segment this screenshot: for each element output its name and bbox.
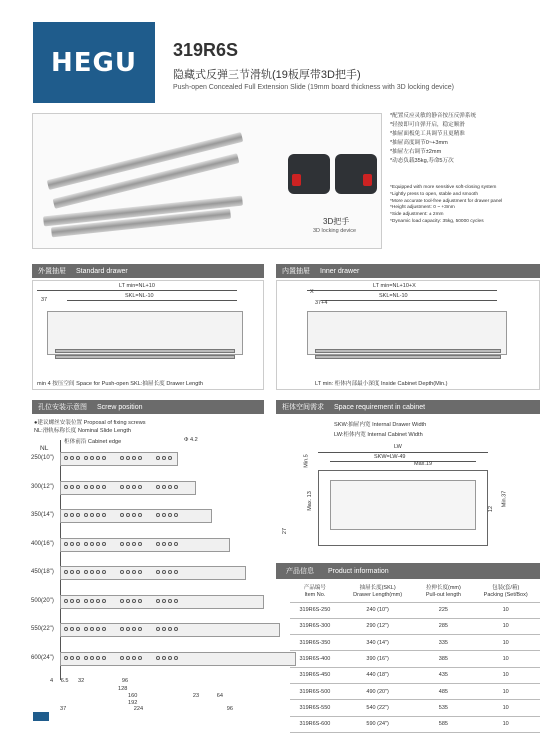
lt-label: LT min=NL+10+X bbox=[373, 283, 416, 289]
screw-hole bbox=[126, 599, 130, 603]
min5-label: Min.5 bbox=[303, 454, 310, 468]
screw-row bbox=[60, 481, 196, 495]
features-list-cn bbox=[390, 112, 540, 166]
screw-hole bbox=[90, 542, 94, 546]
screw-row bbox=[60, 623, 280, 637]
screw-row bbox=[60, 566, 246, 580]
table-cell: 10 bbox=[471, 716, 540, 732]
screw-hole bbox=[102, 599, 106, 603]
screw-hole bbox=[76, 599, 80, 603]
screw-row bbox=[60, 452, 178, 466]
screw-hole bbox=[90, 513, 94, 517]
feature-item: *More accurate tool-free adjustment for drawer panel bbox=[390, 198, 503, 204]
screw-hole bbox=[76, 570, 80, 574]
table-cell: 240 (10") bbox=[340, 602, 416, 618]
screw-note-1: ●建议螺丝安装位置 Proposal of fixing screws bbox=[34, 420, 146, 426]
screw-hole bbox=[126, 542, 130, 546]
screw-hole bbox=[84, 627, 88, 631]
screw-hole bbox=[156, 656, 160, 660]
screw-row bbox=[60, 595, 264, 609]
screw-hole bbox=[102, 627, 106, 631]
screw-hole bbox=[102, 513, 106, 517]
screw-hole bbox=[126, 570, 130, 574]
table-cell: 390 (16") bbox=[340, 651, 416, 667]
screw-hole bbox=[162, 627, 166, 631]
screw-hole bbox=[64, 456, 68, 460]
screw-hole bbox=[90, 456, 94, 460]
screw-hole bbox=[120, 656, 124, 660]
screw-hole bbox=[168, 513, 172, 517]
feature-item: *Height adjustment: 0 ~ +3mm bbox=[390, 205, 455, 211]
cabinet-edge-label: 柜体前沿 Cabinet edge bbox=[64, 439, 122, 445]
screw-hole bbox=[162, 456, 166, 460]
screw-hole bbox=[168, 456, 172, 460]
cabinet-space-diagram bbox=[278, 440, 540, 555]
screw-hole bbox=[120, 513, 124, 517]
table-cell: 319R6S-300 bbox=[290, 618, 340, 634]
screw-hole bbox=[76, 513, 80, 517]
column-header: 拉伸长度(mm) Pull-out length bbox=[415, 582, 471, 602]
table-cell: 490 (20") bbox=[340, 683, 416, 699]
page-header bbox=[0, 0, 552, 108]
feature-item: *Equipped with more sensitive soft-closing system bbox=[390, 185, 497, 190]
slide-rail bbox=[55, 355, 235, 359]
table-cell: 319R6S-350 bbox=[290, 635, 340, 651]
brand-logo bbox=[33, 22, 155, 103]
lw-label: LW bbox=[394, 444, 402, 450]
standard-drawer-diagram bbox=[32, 280, 264, 390]
screw-hole bbox=[90, 485, 94, 489]
screw-hole bbox=[132, 656, 136, 660]
title-chinese: 隐藏式反弹三节滑轨(19板厚带3D把手) bbox=[173, 69, 361, 81]
standard-drawer-caption: min 4 按压空间 Space for Push-open SKL:抽屉长度 Drawer Length bbox=[37, 381, 204, 387]
screw-hole bbox=[76, 627, 80, 631]
hole-diameter-label: Φ 4.2 bbox=[184, 437, 198, 443]
table-cell: 10 bbox=[471, 635, 540, 651]
column-header: 包装(套/箱) Packing (Set/Box) bbox=[471, 582, 540, 602]
product-info-title-cn: 产品信息 bbox=[286, 568, 314, 575]
nl-row-label: 450(18") bbox=[31, 569, 54, 575]
nl-row-label: 550(22") bbox=[31, 626, 54, 632]
section-title-cn: 外置抽屉 bbox=[38, 268, 66, 275]
screw-hole bbox=[168, 542, 172, 546]
screw-hole bbox=[96, 656, 100, 660]
dim-label: 37 bbox=[60, 706, 67, 712]
screw-hole bbox=[132, 599, 136, 603]
table-cell: 10 bbox=[471, 618, 540, 634]
product-photo-panel bbox=[32, 113, 382, 249]
table-row bbox=[290, 683, 540, 699]
screw-hole bbox=[84, 485, 88, 489]
table-cell: 440 (18") bbox=[340, 667, 416, 683]
screw-hole bbox=[126, 513, 130, 517]
table-cell: 319R6S-250 bbox=[290, 602, 340, 618]
screw-hole bbox=[126, 656, 130, 660]
product-info-header bbox=[276, 563, 540, 579]
screw-hole bbox=[84, 456, 88, 460]
screw-hole bbox=[96, 542, 100, 546]
screw-hole bbox=[70, 456, 74, 460]
table-cell: 10 bbox=[471, 602, 540, 618]
locking-device-label-cn: 3D把手 bbox=[323, 217, 350, 226]
table-cell: 290 (12") bbox=[340, 618, 416, 634]
screw-hole bbox=[76, 656, 80, 660]
dim-label: 192 bbox=[128, 700, 138, 706]
screw-hole bbox=[84, 599, 88, 603]
screw-hole bbox=[120, 485, 124, 489]
screw-hole bbox=[64, 542, 68, 546]
table-row bbox=[290, 635, 540, 651]
skl-label: SKL=NL-10 bbox=[379, 293, 408, 299]
screw-hole bbox=[64, 485, 68, 489]
lt-label: LT min=NL+10 bbox=[119, 283, 155, 289]
table-cell: 435 bbox=[415, 667, 471, 683]
inner-drawer-diagram bbox=[276, 280, 540, 390]
locking-device-label-en: 3D locking device bbox=[313, 228, 357, 234]
screw-hole bbox=[102, 656, 106, 660]
screw-hole bbox=[162, 599, 166, 603]
max13-label: Max. 13 bbox=[306, 491, 313, 511]
skw-dimension-line bbox=[330, 461, 476, 462]
screw-hole bbox=[64, 570, 68, 574]
screw-hole bbox=[168, 656, 172, 660]
section-title-en: Screw position bbox=[97, 403, 143, 411]
drawer-box-outline bbox=[330, 480, 476, 530]
screw-hole bbox=[70, 656, 74, 660]
screw-hole bbox=[132, 513, 136, 517]
dim-label: 32 bbox=[78, 678, 85, 684]
table-cell: 285 bbox=[415, 618, 471, 634]
screw-hole bbox=[120, 599, 124, 603]
table-cell: 10 bbox=[471, 700, 540, 716]
screw-hole bbox=[70, 513, 74, 517]
screw-note-2: NL:滑轨标称长度 Nominal Slide Length bbox=[34, 428, 131, 434]
slide-rail bbox=[60, 566, 246, 580]
screw-hole bbox=[120, 627, 124, 631]
screw-hole bbox=[96, 456, 100, 460]
screw-hole bbox=[132, 542, 136, 546]
dim-label: 64 bbox=[216, 693, 223, 699]
section-space-requirement bbox=[276, 400, 540, 414]
title-english: Push-open Concealed Full Extension Slide (19mm board thickness with 3D locking device) bbox=[173, 84, 454, 91]
screw-hole bbox=[138, 599, 142, 603]
cabinet-edge-line bbox=[60, 440, 61, 680]
screw-hole bbox=[162, 570, 166, 574]
screw-hole bbox=[126, 627, 130, 631]
screw-hole bbox=[138, 542, 142, 546]
skw-definition: SKW:抽屉内宽 Internal Drawer Width bbox=[334, 422, 427, 428]
screw-hole bbox=[132, 627, 136, 631]
screw-hole bbox=[76, 456, 80, 460]
lw-definition: LW:柜体内宽 Internal Cabinet Width bbox=[334, 432, 423, 438]
table-cell: 10 bbox=[471, 651, 540, 667]
screw-hole bbox=[64, 599, 68, 603]
screw-hole bbox=[70, 627, 74, 631]
skw-label: SKW=LW-49 bbox=[374, 454, 406, 460]
screw-hole bbox=[174, 599, 178, 603]
product-info-title-en: Product information bbox=[328, 567, 389, 575]
screw-hole bbox=[138, 656, 142, 660]
dim-label: 23 bbox=[192, 693, 200, 699]
lt-dimension-line bbox=[37, 290, 237, 291]
table-cell: 319R6S-450 bbox=[290, 667, 340, 683]
feature-item: *Dynamic load capacity: 35kg, 50000 cycles bbox=[390, 218, 484, 224]
nl-row-label: 350(14") bbox=[31, 512, 54, 518]
feature-item: *Side adjustment: ± 2mm bbox=[390, 212, 444, 218]
table-row bbox=[290, 651, 540, 667]
section-inner-drawer bbox=[276, 264, 540, 278]
screw-hole bbox=[96, 599, 100, 603]
bottom-dim-labels bbox=[128, 693, 223, 699]
locking-device-left-image bbox=[288, 154, 330, 194]
screw-hole bbox=[138, 627, 142, 631]
screw-hole bbox=[156, 599, 160, 603]
table-row bbox=[290, 667, 540, 683]
screw-hole bbox=[70, 570, 74, 574]
table-cell: 485 bbox=[415, 683, 471, 699]
screw-hole bbox=[120, 570, 124, 574]
table-cell: 535 bbox=[415, 700, 471, 716]
screw-hole bbox=[102, 456, 106, 460]
screw-hole bbox=[174, 570, 178, 574]
screw-hole bbox=[84, 656, 88, 660]
screw-hole bbox=[156, 485, 160, 489]
screw-hole bbox=[70, 485, 74, 489]
screw-hole bbox=[90, 570, 94, 574]
screw-hole bbox=[132, 485, 136, 489]
dim-label: 160 bbox=[128, 693, 138, 699]
screw-hole bbox=[90, 656, 94, 660]
section-title-cn: 孔位安装示意图 bbox=[38, 404, 87, 411]
dim-label: 224 bbox=[133, 706, 144, 712]
dim-label: 4 bbox=[50, 678, 54, 684]
section-screw-position bbox=[32, 400, 264, 414]
feature-item: *抽屉面板免工具调节且更精准 bbox=[390, 131, 465, 137]
dim-37-4-label: 37+4 bbox=[315, 300, 328, 306]
slide-rail bbox=[60, 509, 212, 523]
screw-hole bbox=[132, 570, 136, 574]
screw-hole bbox=[156, 456, 160, 460]
skl-dimension-line bbox=[67, 300, 237, 301]
dim-label: 6.5 bbox=[60, 678, 69, 684]
screw-hole bbox=[126, 456, 130, 460]
table-row bbox=[290, 618, 540, 634]
inner-drawer-caption: LT min: 柜体内部最小深度 Inside Cabinet Depth(Min.) bbox=[315, 381, 448, 387]
lt-dimension-line bbox=[307, 290, 497, 291]
dim-label: 128 bbox=[118, 686, 128, 692]
bottom-dim-labels bbox=[50, 678, 128, 684]
feature-item: *Lightly press to open, stable and smooth bbox=[390, 191, 478, 197]
logo-text: HEGU bbox=[51, 47, 137, 78]
slide-rail bbox=[315, 349, 501, 353]
screw-hole bbox=[162, 485, 166, 489]
table-cell: 10 bbox=[471, 667, 540, 683]
min37-label: Min.37 bbox=[501, 490, 508, 508]
nl-row-label: 300(12") bbox=[31, 483, 54, 490]
screw-hole bbox=[162, 656, 166, 660]
screw-row bbox=[60, 509, 212, 523]
screw-hole bbox=[96, 513, 100, 517]
table-cell: 590 (24") bbox=[340, 716, 416, 732]
screw-hole bbox=[138, 513, 142, 517]
screw-hole bbox=[90, 599, 94, 603]
column-header: 产品编号 Item No. bbox=[290, 582, 340, 602]
screw-hole bbox=[168, 570, 172, 574]
screw-row bbox=[60, 652, 296, 666]
screw-hole bbox=[84, 570, 88, 574]
screw-hole bbox=[70, 599, 74, 603]
screw-hole bbox=[120, 542, 124, 546]
nl-row-label: 400(16") bbox=[31, 540, 54, 547]
dim-label: 96 bbox=[121, 678, 129, 684]
section-title-cn: 柜体空间需求 bbox=[282, 404, 324, 411]
table-cell: 340 (14") bbox=[340, 635, 416, 651]
feature-item: *配置反应灵敏的静音按压反弹系统 bbox=[390, 113, 477, 119]
table-cell: 319R6S-600 bbox=[290, 716, 340, 732]
feature-item: *轻按即可自弹开启，稳定顺滑 bbox=[390, 122, 465, 128]
screw-hole bbox=[76, 485, 80, 489]
footer-page-marker bbox=[33, 712, 49, 721]
feature-item: *抽屉高度调节0~+3mm bbox=[390, 140, 448, 146]
section-title-cn: 内置抽屉 bbox=[282, 268, 310, 275]
locking-device-right-image bbox=[335, 154, 377, 194]
section-title-en: Standard drawer bbox=[76, 267, 128, 275]
screw-hole bbox=[96, 570, 100, 574]
lw-dimension-line bbox=[318, 452, 488, 453]
screw-hole bbox=[64, 627, 68, 631]
table-header-row bbox=[290, 582, 540, 602]
screw-hole bbox=[64, 513, 68, 517]
table-cell: 335 bbox=[415, 635, 471, 651]
table-cell: 540 (22") bbox=[340, 700, 416, 716]
screw-hole bbox=[64, 656, 68, 660]
column-header: 抽屉长度(SKL) Drawer Length(mm) bbox=[340, 582, 416, 602]
screw-hole bbox=[174, 513, 178, 517]
section-title-en: Space requirement in cabinet bbox=[334, 403, 426, 411]
dim-12-label: 12 bbox=[488, 505, 495, 513]
screw-hole bbox=[168, 627, 172, 631]
screw-hole bbox=[102, 485, 106, 489]
table-cell: 319R6S-550 bbox=[290, 700, 340, 716]
screw-hole bbox=[174, 627, 178, 631]
dim-27-label: 27 bbox=[282, 527, 289, 535]
screw-hole bbox=[174, 485, 178, 489]
table-cell: 319R6S-400 bbox=[290, 651, 340, 667]
screw-hole bbox=[156, 570, 160, 574]
table-row bbox=[290, 602, 540, 618]
screw-hole bbox=[132, 456, 136, 460]
screw-hole bbox=[174, 656, 178, 660]
section-standard-drawer bbox=[32, 264, 264, 278]
features-list-en bbox=[390, 185, 540, 226]
screw-hole bbox=[168, 485, 172, 489]
screw-hole bbox=[156, 542, 160, 546]
screw-hole bbox=[168, 599, 172, 603]
screw-hole bbox=[156, 627, 160, 631]
slide-rail bbox=[55, 349, 235, 353]
skl-label: SKL=NL-10 bbox=[125, 293, 154, 299]
screw-hole bbox=[102, 542, 106, 546]
nl-header: NL bbox=[40, 445, 49, 452]
nl-row-label: 250(10") bbox=[31, 455, 54, 461]
screw-hole bbox=[102, 570, 106, 574]
page-footer bbox=[0, 710, 552, 721]
table-cell: 585 bbox=[415, 716, 471, 732]
feature-item: *动态负载35kg,寿命5万次 bbox=[390, 158, 454, 164]
screw-hole bbox=[84, 542, 88, 546]
screw-hole bbox=[120, 456, 124, 460]
table-cell: 319R6S-500 bbox=[290, 683, 340, 699]
screw-hole bbox=[126, 485, 130, 489]
nl-row-label: 500(20") bbox=[31, 597, 54, 604]
bottom-dim-labels bbox=[118, 686, 127, 692]
nl-row-label: 600(24") bbox=[31, 654, 54, 661]
x-label: X bbox=[310, 289, 314, 295]
table-cell: 10 bbox=[471, 683, 540, 699]
screw-hole bbox=[174, 542, 178, 546]
max19-label: Max.19 bbox=[414, 461, 433, 467]
screw-hole bbox=[138, 485, 142, 489]
screw-hole bbox=[162, 542, 166, 546]
screw-hole bbox=[70, 542, 74, 546]
dim-label: 96 bbox=[226, 706, 233, 712]
screw-hole bbox=[90, 627, 94, 631]
feature-item: *抽屉左右调节±2mm bbox=[390, 149, 442, 155]
table-cell: 225 bbox=[415, 602, 471, 618]
section-title-en: Inner drawer bbox=[320, 267, 360, 275]
screw-hole bbox=[96, 485, 100, 489]
screw-hole bbox=[138, 456, 142, 460]
screw-hole bbox=[156, 513, 160, 517]
screw-hole bbox=[138, 570, 142, 574]
dim-37-label: 37 bbox=[41, 297, 48, 303]
table-cell: 385 bbox=[415, 651, 471, 667]
screw-hole bbox=[162, 513, 166, 517]
slide-rail bbox=[315, 355, 501, 359]
skl-dimension-line bbox=[321, 300, 497, 301]
model-number: 319R6S bbox=[173, 40, 239, 60]
screw-hole bbox=[76, 542, 80, 546]
screw-hole bbox=[84, 513, 88, 517]
screw-hole bbox=[96, 627, 100, 631]
screw-row bbox=[60, 538, 230, 552]
